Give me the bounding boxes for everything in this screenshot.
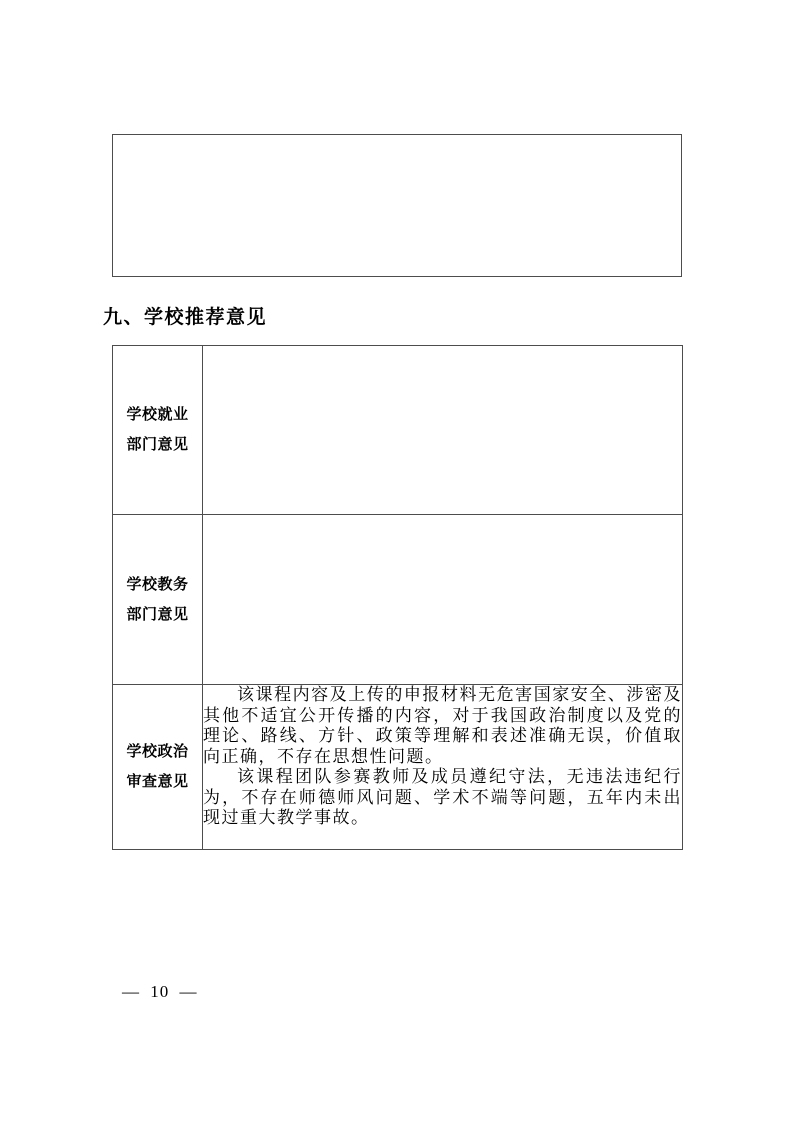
label-line: 审查意见 — [126, 773, 189, 790]
label-line: 部门意见 — [126, 436, 189, 453]
table-row-employment-dept — [113, 346, 683, 515]
page-number: — 10 — — [122, 982, 198, 1001]
label-line: 学校政治 — [126, 743, 189, 760]
label-line: 部门意见 — [126, 605, 189, 623]
table-row-academic-dept — [113, 515, 683, 685]
top-empty-box — [112, 134, 682, 277]
row-label-political-review — [113, 685, 203, 850]
label-line: 学校就业 — [126, 406, 189, 423]
row-label-employment-dept — [113, 346, 203, 515]
row-label-academic-dept — [113, 515, 203, 685]
label-line: 学校教务 — [126, 575, 189, 593]
row-content-academic-dept — [203, 515, 683, 685]
opinion-paragraph: 该课程内容及上传的申报材料无危害国家安全、涉密及其他不适宜公开传播的内容，对于我国政治制度以及党的理论、路线、方针、政策等理解和表述准确无误，价值取向正确，不存在思想性问题。 — [203, 685, 682, 766]
table-row-political-review — [113, 685, 683, 850]
row-content-political-review — [203, 685, 683, 850]
row-content-employment-dept — [203, 346, 683, 515]
opinion-paragraph: 该课程团队参赛教师及成员遵纪守法，无违法违纪行为，不存在师德师风问题、学术不端等问题，五年内未出现过重大教学事故。 — [203, 767, 682, 827]
section-heading: 九、学校推荐意见 — [103, 307, 268, 328]
recommendation-table — [112, 345, 683, 850]
